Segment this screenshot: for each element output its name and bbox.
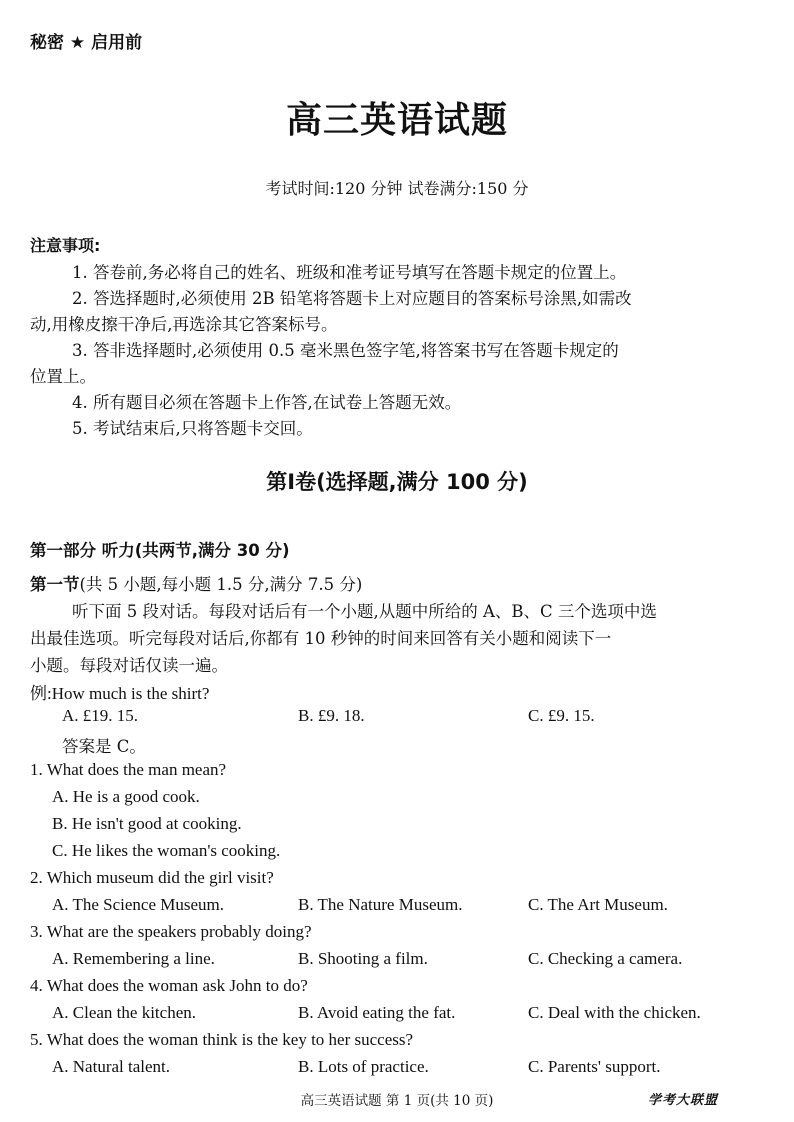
note-line: 位置上。 — [30, 367, 96, 386]
question-option: B. Lots of practice. — [298, 1057, 429, 1076]
example-answer: 答案是 C。 — [62, 737, 146, 756]
exam-info: 考试时间:120 分钟 试卷满分:150 分 — [265, 179, 529, 198]
note-line: 动,用橡皮擦干净后,再选涂其它答案标号。 — [30, 315, 338, 334]
question-option: B. Avoid eating the fat. — [298, 1003, 456, 1022]
question-option: A. Clean the kitchen. — [52, 1003, 196, 1022]
question-option: C. Deal with the chicken. — [528, 1003, 701, 1022]
question-option: C. The Art Museum. — [528, 895, 668, 914]
page-title: 高三英语试题 — [285, 100, 508, 141]
example-option-a: A. £19. 15. — [62, 706, 139, 725]
example-question: 例:How much is the shirt? — [30, 684, 210, 703]
instruction-line: 听下面 5 段对话。每段对话后有一个小题,从题中所给的 A、B、C 三个选项中选 — [72, 602, 657, 621]
note-line: 4. 所有题目必须在答题卡上作答,在试卷上答题无效。 — [72, 393, 462, 412]
part-title: 第一部分 听力(共两节,满分 30 分) — [30, 541, 290, 560]
notes-heading: 注意事项: — [30, 236, 101, 255]
question-stem: 3. What are the speakers probably doing? — [30, 922, 312, 941]
question-stem: 5. What does the woman think is the key to her success? — [30, 1030, 414, 1049]
subsection-heading — [30, 571, 362, 595]
subsection-label: 第一节 — [30, 575, 80, 594]
note-line: 3. 答非选择题时,必须使用 0.5 毫米黑色签字笔,将答案书写在答题卡规定的 — [72, 341, 619, 360]
question-option: A. Natural talent. — [52, 1057, 171, 1076]
question-stem: 1. What does the man mean? — [30, 760, 227, 779]
question-stem: 2. Which museum did the girl visit? — [30, 868, 274, 887]
section-title: 第Ⅰ卷(选择题,满分 100 分) — [266, 470, 528, 494]
instruction-line: 小题。每段对话仅读一遍。 — [30, 656, 228, 675]
question-option: C. Checking a camera. — [528, 949, 683, 968]
footer-page-info: 高三英语试题 第 1 页(共 10 页) — [300, 1093, 494, 1109]
instruction-line: 出最佳选项。听完每段对话后,你都有 10 秒钟的时间来回答有关小题和阅读下一 — [30, 629, 612, 648]
question-option: B. He isn't good at cooking. — [52, 814, 242, 833]
question-option: A. Remembering a line. — [52, 949, 215, 968]
example-option-c: C. £9. 15. — [528, 706, 595, 725]
note-line: 2. 答选择题时,必须使用 2B 铅笔将答题卡上对应题目的答案标号涂黑,如需改 — [72, 289, 632, 308]
example-option-b: B. £9. 18. — [298, 706, 365, 725]
question-option: C. He likes the woman's cooking. — [52, 841, 281, 860]
question-option: A. He is a good cook. — [52, 787, 200, 806]
footer-logo: 学考大联盟 — [648, 1093, 719, 1108]
question-stem: 4. What does the woman ask John to do? — [30, 976, 308, 995]
note-line: 1. 答卷前,务必将自己的姓名、班级和准考证号填写在答题卡规定的位置上。 — [72, 263, 627, 282]
subsection-detail: (共 5 小题,每小题 1.5 分,满分 7.5 分) — [79, 575, 363, 594]
question-option: B. The Nature Museum. — [298, 895, 463, 914]
note-line: 5. 考试结束后,只将答题卡交回。 — [72, 419, 313, 438]
question-option: C. Parents' support. — [528, 1057, 661, 1076]
question-option: A. The Science Museum. — [52, 895, 225, 914]
question-option: B. Shooting a film. — [298, 949, 428, 968]
confidential-label: 秘密 ★ 启用前 — [30, 33, 143, 53]
